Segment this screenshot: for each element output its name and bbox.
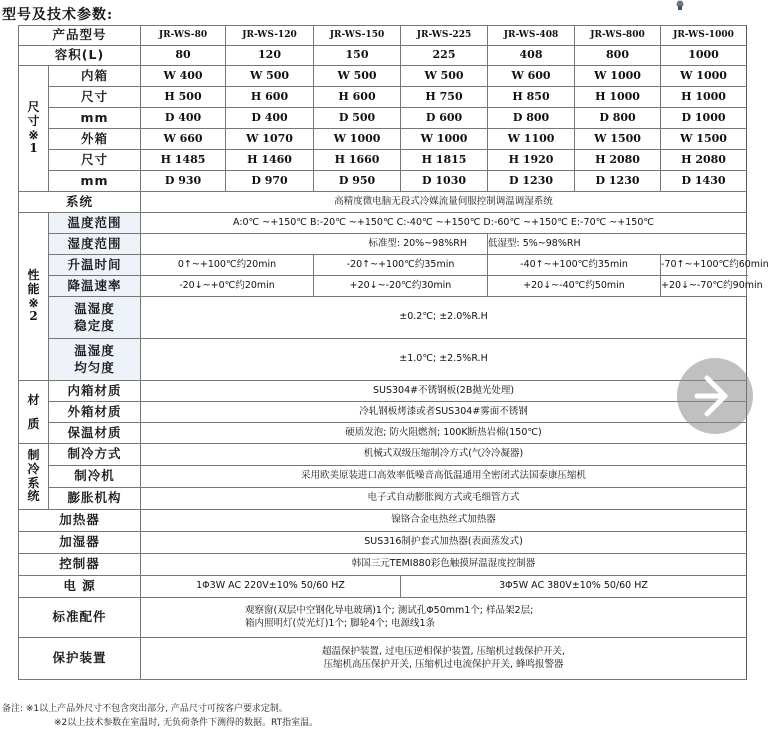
- size-cell: W 500: [401, 66, 488, 87]
- model-cell: JR-WS-408: [488, 26, 575, 46]
- inner-h-row: [19, 87, 747, 108]
- heat-rate-row: [19, 255, 747, 276]
- outer-w-row: [19, 129, 747, 150]
- size-cell: H 1460: [226, 150, 314, 171]
- outer-h-row: [19, 150, 747, 171]
- cooling-method-row: [19, 444, 747, 466]
- size-cell: H 750: [401, 87, 488, 108]
- expansion-value: 电子式自动膨胀阀方式或毛细管方式: [141, 488, 747, 510]
- chevron-right-icon: [677, 358, 753, 434]
- size-cell: W 400: [141, 66, 226, 87]
- volume-label: 容积(L): [19, 46, 141, 66]
- size-cell: W 1100: [488, 129, 575, 150]
- spec-table: [18, 25, 769, 680]
- stability-label: 温湿度 稳定度: [49, 297, 141, 339]
- temp-range-row: [19, 213, 747, 234]
- model-cell: JR-WS-225: [401, 26, 488, 46]
- size-cell: D 1030: [401, 171, 488, 192]
- inner-size-label-2: 尺寸: [49, 87, 141, 108]
- inner-material-label: 内箱材质: [49, 381, 141, 402]
- size-cell: H 2080: [661, 150, 747, 171]
- humidity-range-row: [19, 234, 747, 255]
- size-cell: D 1230: [488, 171, 575, 192]
- next-slide-button[interactable]: [677, 358, 753, 434]
- accessories-value: 观察窗(双层中空钢化导电玻璃)1个; 测试孔Φ50mm1个; 样品架2层; 箱内照明灯(荧光灯)1个; 脚轮4个; 电源线1条: [141, 598, 747, 638]
- size-cell: H 500: [141, 87, 226, 108]
- uniformity-label: 温湿度 均匀度: [49, 339, 141, 381]
- inner-material-value: SUS304#不锈钢板(2B抛光处理): [141, 381, 747, 402]
- power-single-phase: 1Φ3W AC 220V±10% 50/60 HZ: [141, 576, 401, 598]
- controller-value: 韩国三元TEMI880彩色触摸屏温湿度控制器: [141, 554, 747, 576]
- cool-rate-label: 降温速率: [49, 276, 141, 297]
- outer-size-label-3: mm: [49, 171, 141, 192]
- material-group-label: 材 质: [19, 381, 49, 444]
- performance-group-label: 性 能 ※ 2: [19, 213, 49, 381]
- compressor-label: 制冷机: [49, 466, 141, 488]
- protection-label: 保护装置: [19, 638, 141, 680]
- outer-size-label-2: 尺寸: [49, 150, 141, 171]
- outer-d-row: [19, 171, 747, 192]
- compressor-value: 采用欧美原装进口高效率低噪音高低温通用全密闭式法国泰康压缩机: [141, 466, 747, 488]
- temp-range-value: A:0℃ ~+150℃ B:-20℃ ~+150℃ C:-40℃ ~+150℃ D:-60℃ ~+150℃ E:-70℃ ~+150℃: [141, 213, 747, 234]
- power-label: 电 源: [19, 576, 141, 598]
- size-cell: W 1500: [661, 129, 747, 150]
- volume-cell: 1000: [661, 46, 747, 66]
- size-cell: H 2080: [575, 150, 661, 171]
- size-cell: D 1230: [575, 171, 661, 192]
- size-cell: D 970: [226, 171, 314, 192]
- size-cell: H 850: [488, 87, 575, 108]
- size-cell: D 950: [314, 171, 401, 192]
- size-cell: W 600: [488, 66, 575, 87]
- cool-rate-cell: +20↓~-40℃约50min: [488, 276, 661, 297]
- power-three-phase: 3Φ5W AC 380V±10% 50/60 HZ: [401, 576, 747, 598]
- volume-cell: 80: [141, 46, 226, 66]
- footnote-1: 备注: ※1以上产品外尺寸不包含突出部分, 产品尺寸可按客户要求定制。: [2, 704, 288, 714]
- inner-size-label-1: 内箱: [49, 66, 141, 87]
- protection-value: 超温保护装置, 过电压逆相保护装置, 压缩机过载保护开关, 压缩机高压保护开关, 压缩机过电流保护开关, 蜂鸣报警器: [141, 638, 747, 680]
- refrigeration-group-label: 制 冷 系 统: [19, 444, 49, 510]
- volume-row: [19, 46, 747, 66]
- size-cell: D 400: [141, 108, 226, 129]
- power-row: [19, 576, 747, 598]
- cool-rate-cell: +20↓~-70℃约90min: [661, 276, 747, 297]
- heat-rate-label: 升温时间: [49, 255, 141, 276]
- accessories-row: [19, 598, 747, 638]
- size-cell: D 1000: [661, 108, 747, 129]
- size-cell: H 1920: [488, 150, 575, 171]
- size-cell: D 500: [314, 108, 401, 129]
- insulation-label: 保温材质: [49, 423, 141, 444]
- heat-rate-cell: -40↑~+100℃约35min: [488, 255, 661, 276]
- system-value: 高精度微电脑无段式冷媒流量伺服控制调温调湿系统: [141, 192, 747, 213]
- heat-rate-cell: -70↑~+100℃约60min: [661, 255, 747, 276]
- expansion-label: 膨胀机构: [49, 488, 141, 510]
- size-cell: H 1485: [141, 150, 226, 171]
- outer-size-label-1: 外箱: [49, 129, 141, 150]
- size-cell: D 600: [401, 108, 488, 129]
- outer-material-row: [19, 402, 747, 423]
- system-label: 系统: [19, 192, 141, 213]
- insulation-row: [19, 423, 747, 444]
- model-cell: JR-WS-800: [575, 26, 661, 46]
- size-cell: W 1000: [314, 129, 401, 150]
- humidity-range-label: 湿度范围: [49, 234, 141, 255]
- size-cell: H 600: [314, 87, 401, 108]
- size-cell: W 500: [314, 66, 401, 87]
- stability-row: [19, 297, 747, 339]
- decorative-corner-icon: [672, 0, 688, 10]
- volume-cell: 408: [488, 46, 575, 66]
- model-cell: JR-WS-150: [314, 26, 401, 46]
- system-row: [19, 192, 747, 213]
- size-cell: D 1430: [661, 171, 747, 192]
- heater-value: 镍铬合金电热丝式加热器: [141, 510, 747, 532]
- volume-cell: 225: [401, 46, 488, 66]
- protection-row: [19, 638, 747, 680]
- model-cell: JR-WS-120: [226, 26, 314, 46]
- size-group-label: 尺 寸 ※ 1: [19, 66, 49, 192]
- size-cell: H 1815: [401, 150, 488, 171]
- heat-rate-cell: -20↑~+100℃约35min: [314, 255, 488, 276]
- size-cell: H 1660: [314, 150, 401, 171]
- size-cell: W 1000: [401, 129, 488, 150]
- heater-row: [19, 510, 747, 532]
- size-cell: D 930: [141, 171, 226, 192]
- model-cell: JR-WS-1000: [661, 26, 747, 46]
- size-cell: W 1000: [661, 66, 747, 87]
- inner-w-row: [19, 66, 747, 87]
- size-cell: W 1500: [575, 129, 661, 150]
- size-cell: H 600: [226, 87, 314, 108]
- expansion-row: [19, 488, 747, 510]
- controller-label: 控制器: [19, 554, 141, 576]
- heat-rate-cell: 0↑~+100℃约20min: [141, 255, 314, 276]
- uniformity-value: ±1.0℃; ±2.5%R.H: [141, 339, 747, 381]
- page-title: 型号及技术参数:: [2, 7, 114, 23]
- temp-range-label: 温度范围: [49, 213, 141, 234]
- humidity-standard: 标准型: 20%~98%RH: [141, 234, 488, 255]
- compressor-row: [19, 466, 747, 488]
- uniformity-row: [19, 339, 747, 381]
- humidifier-row: [19, 532, 747, 554]
- heater-label: 加热器: [19, 510, 141, 532]
- cool-rate-row: [19, 276, 747, 297]
- volume-cell: 800: [575, 46, 661, 66]
- inner-material-row: [19, 381, 747, 402]
- size-cell: D 400: [226, 108, 314, 129]
- size-cell: H 1000: [661, 87, 747, 108]
- cooling-method-value: 机械式双级压缩制冷方式(气冷冷凝器): [141, 444, 747, 466]
- volume-cell: 120: [226, 46, 314, 66]
- model-label: 产品型号: [19, 26, 141, 46]
- humidifier-value: SUS316制护套式加热器(表面蒸发式): [141, 532, 747, 554]
- outer-material-label: 外箱材质: [49, 402, 141, 423]
- size-cell: D 800: [488, 108, 575, 129]
- cool-rate-cell: +20↓~-20℃约30min: [314, 276, 488, 297]
- insulation-value: 硬质发泡; 防火阻燃剂; 100K断热岩棉(150℃): [141, 423, 747, 444]
- controller-row: [19, 554, 747, 576]
- size-cell: H 1000: [575, 87, 661, 108]
- outer-material-value: 冷轧钢板烤漆或者SUS304#雾面不锈钢: [141, 402, 747, 423]
- size-cell: W 1070: [226, 129, 314, 150]
- size-cell: W 660: [141, 129, 226, 150]
- size-cell: W 1000: [575, 66, 661, 87]
- humidity-low: 低湿型: 5%~98%RH: [488, 234, 747, 255]
- stability-value: ±0.2℃; ±2.0%R.H: [141, 297, 747, 339]
- cool-rate-cell: -20↓~+0℃约20min: [141, 276, 314, 297]
- inner-size-label-3: mm: [49, 108, 141, 129]
- humidifier-label: 加湿器: [19, 532, 141, 554]
- footnotes: [2, 702, 318, 730]
- size-cell: D 800: [575, 108, 661, 129]
- cooling-method-label: 制冷方式: [49, 444, 141, 466]
- volume-cell: 150: [314, 46, 401, 66]
- model-cell: JR-WS-80: [141, 26, 226, 46]
- accessories-label: 标准配件: [19, 598, 141, 638]
- inner-d-row: [19, 108, 747, 129]
- footnote-2: ※2以上技术参数在室温时, 无负荷条件下测得的数据。RT指室温。: [54, 718, 319, 728]
- model-row: [19, 26, 747, 46]
- size-cell: W 500: [226, 66, 314, 87]
